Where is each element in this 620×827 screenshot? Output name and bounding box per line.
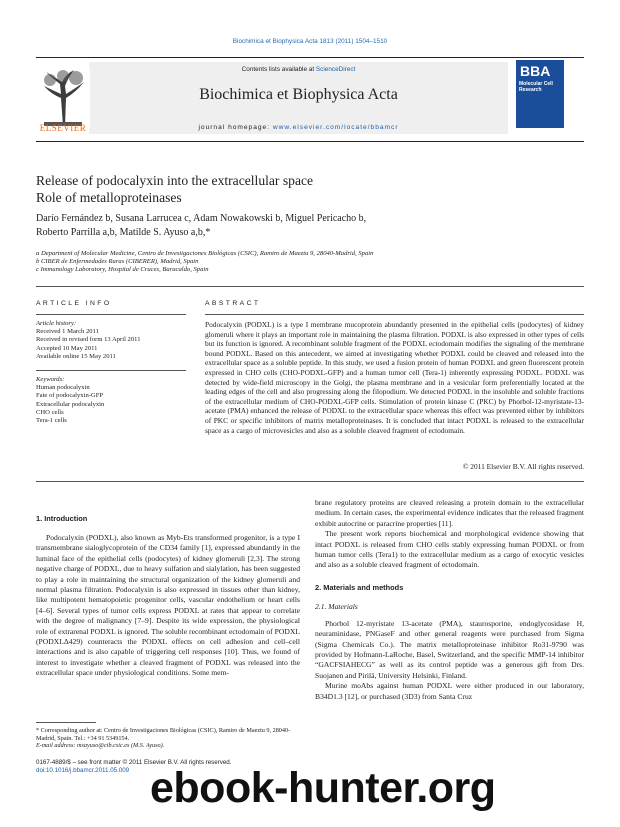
footnote-email[interactable]: E-mail address: msayuso@cib.csic.es (M.S. Ayuso). [36, 742, 165, 750]
paragraph: The present work reports biochemical and morphological evidence showing that intact PODXL is released from CHO cells stably expressing human PODXL or from human tumor cells (Tera1) to the extracellular medium as a cargo of exocytic vesicles and also as a soluble cleaved fragment of ectodomain. [315, 529, 584, 570]
paper-title [36, 172, 486, 206]
right-column [315, 498, 584, 702]
title-line-1: Release of podocalyxin into the extracellular space [36, 173, 314, 188]
affiliation-a: a Department of Molecular Medicine, Centro de Investigaciones Biológicas (CSIC), Ramiro de Maeztu 9, 28040-Madrid, Spain [36, 250, 374, 257]
history-label: Article history: [36, 320, 77, 327]
affiliation-rule [36, 286, 584, 287]
abstract-bottom-rule [36, 481, 584, 482]
authors-line-2: Roberto Parrilla a,b, Matilde S. Ayuso a,b,* [36, 226, 211, 238]
homepage-link[interactable]: www.elsevier.com/locate/bbamcr [272, 124, 399, 131]
authors-line-1: Darío Fernández b, Susana Larrucea c, Adam Nowakowski b, Miguel Pericacho b, [36, 213, 367, 224]
watermark: ebook-hunter.org [150, 764, 496, 812]
contents-line [89, 66, 508, 73]
paragraph: Phorbol 12-myristate 13-acetate (PMA), staurosporine, endoglycosidase H, neuraminidase, PNGaseF and other general reagents were purchased from Sigma (Sigma Chemicals Co.). The matrix metalloproteinase inhibitor Ro31-9790 was provided by Hofmann-LaRoche, Basel, Switzerland, and the specific MMP-14 inhibitor “GACFSIAHECG” as well as its control peptide was a generous gift from Drs. Suojanen and Pirilä, University Helsinki, Finland. [315, 618, 584, 680]
paragraph: Murine moAbs against human PODXL were either produced in our laboratory, B34D1.3 [12], or purchased (3D3) from Santa Cruz [315, 681, 584, 701]
doi-link[interactable]: doi:10.1016/j.bbamcr.2011.05.009 [36, 766, 130, 774]
left-column [36, 514, 300, 679]
article-info-label: ARTICLE INFO [36, 300, 112, 307]
journal-homepage [89, 124, 508, 131]
journal-reference[interactable]: Biochimica et Biophysica Acta 1813 (2011) 1504–1510 [232, 38, 388, 45]
keyword-item: Human podocalyxin [36, 384, 90, 392]
article-history [36, 320, 186, 361]
header-bottom-rule [36, 141, 584, 142]
abstract-text: Podocalyxin (PODXL) is a type I membrane mucoprotein abundantly presented in the epithelial cells (podocytes) of kidney glomeruli where it plays an important role in maintaining the plasma filtration. PODXL is also expressed in other types of cells but its function is ignored. A recombinant soluble fragment of the PODXL ectodomain modifies the signaling of the membrane bound PODXL. Based on this antecedent, we aimed at investigating whether PODXL could be cleaved and released into the extracellular space as a soluble peptide. In this study, we used a fusion protein of human PODXL and green fluorescent protein expressed in CHO cells (CHO-PODXL-GFP) and a human tumor cell (Tera-1) inherently expressing PODXL. PODXL was detected by wide-field microscopy in the Golgi, the plasma membrane and in a vesicular form preferentially located at the leading edges of the cell and also progressing along the filopodium. We detected PODXL in the insoluble and soluble fractions of the extracellular medium of CHO-PODXL-GFP cells. Stimulation of protein kinase C (PKC) by Phorbol-12-myristate-13-acetate (PMA) enhanced the release of PODXL to the extracellular space whereas this effect was prevented either by inhibitors of PKC or specific inhibitors of matrix metalloproteinases. It is concluded that intact PODXL is released to the extracellular space as a cargo of microvesicles and also as a soluble cleaved fragment of ectodomain. [205, 320, 584, 435]
info-rule [36, 314, 186, 315]
affiliation-c: c Immunology Laboratory, Hospital de Cruces, Baracaldo, Spain [36, 266, 209, 274]
history-item: Received 1 March 2011 [36, 328, 99, 336]
cover-subtitle: Molecular Cell Research [519, 81, 553, 93]
abstract-rule [205, 314, 584, 315]
keyword-item: Extracellular podocalyxin [36, 400, 105, 408]
methods-heading: 2. Materials and methods [315, 582, 404, 592]
keyword-item: CHO cells [36, 408, 64, 416]
keyword-item: Fate of podocalyxin-GFP [36, 392, 104, 400]
title-line-2: Role of metalloproteinases [36, 190, 182, 205]
keyword-item: Tera-1 cells [36, 417, 67, 425]
footnote-rule [36, 722, 96, 723]
keywords [36, 376, 186, 425]
sciencedirect-link[interactable]: ScienceDirect [315, 66, 356, 73]
cover-title: BBA [520, 63, 551, 79]
top-rule [36, 57, 584, 58]
affiliation-b: b CIBER de Enfermedades Raras (CIBERER), Madrid, Spain [36, 258, 199, 266]
homepage-prefix: journal homepage: [198, 124, 273, 131]
affiliations [36, 250, 536, 275]
contents-prefix: Contents lists available at [241, 66, 316, 73]
history-item: Accepted 10 May 2011 [36, 344, 98, 352]
footnote-line-1: * Corresponding author at: Centro de Investigaciones Biológicas (CSIC), Ramiro de Maeztu 9, 28040-Madrid, Spain. Tel.: +34 91 5349154. [36, 727, 291, 742]
author-list [36, 212, 486, 239]
materials-subheading: 2.1. Materials [315, 601, 358, 611]
publisher-name: ELSEVIER [39, 123, 87, 133]
copyright-notice: © 2011 Elsevier B.V. All rights reserved. [462, 462, 584, 471]
introduction-heading: 1. Introduction [36, 514, 88, 523]
journal-title: Biochimica et Biophysica Acta [199, 86, 398, 103]
keywords-rule [36, 370, 186, 371]
introduction-paragraph: Podocalyxin (PODXL), also known as Myb-Ets transformed progenitor, is a type I transmembrane sialoglycoprotein of the CD34 family [1], expressed abundantly in the luminal face of the epithelial cells (podocytes) of kidney glomeruli [2,3]. The strong negative charge of PODXL, due to heavy sulfation and sialylation, has been suggested to play a role in maintaining the structural organization of the kidney glomeruli and normal plasma filtration. Podocalyxin is also expressed in tissues other than kidney, like multipotent hematopoietic progenitor cells, vascular endothelium or heart cells [4–6]. Several types of tumor cells express PODXL at rates that appear to correlate with the degree of malignancy [7–9]. Despite its wide expression, the physiological role of extrarenal PODXL is ignored. The soluble recombinant ectodomain of PODXL (PODXLΔ429) counteracts the PODXL effects on cell adhesion and cell–cell interactions and is also capable of triggering cell responses [10]. Thus, we found of interest to investigate whether a cleaved fragment of PODXL was released into the extracellular space under physiological conditions. Some mem- [36, 533, 300, 678]
keywords-label: Keywords: [36, 376, 65, 383]
history-item: Available online 15 May 2011 [36, 352, 116, 360]
continued-paragraph: brane regulatory proteins are cleaved releasing a protein domain to the extracellular medium. In certain cases, the experimental evidence indicates that the released fragment exhibit autocrine or paracrine properties [11]. [315, 498, 584, 528]
history-item: Received in revised form 13 April 2011 [36, 336, 141, 344]
corresponding-author-footnote [36, 727, 300, 750]
issn-line: 0167-4889/$ – see front matter © 2011 Elsevier B.V. All rights reserved. [36, 759, 232, 766]
abstract-label: ABSTRACT [205, 300, 261, 307]
